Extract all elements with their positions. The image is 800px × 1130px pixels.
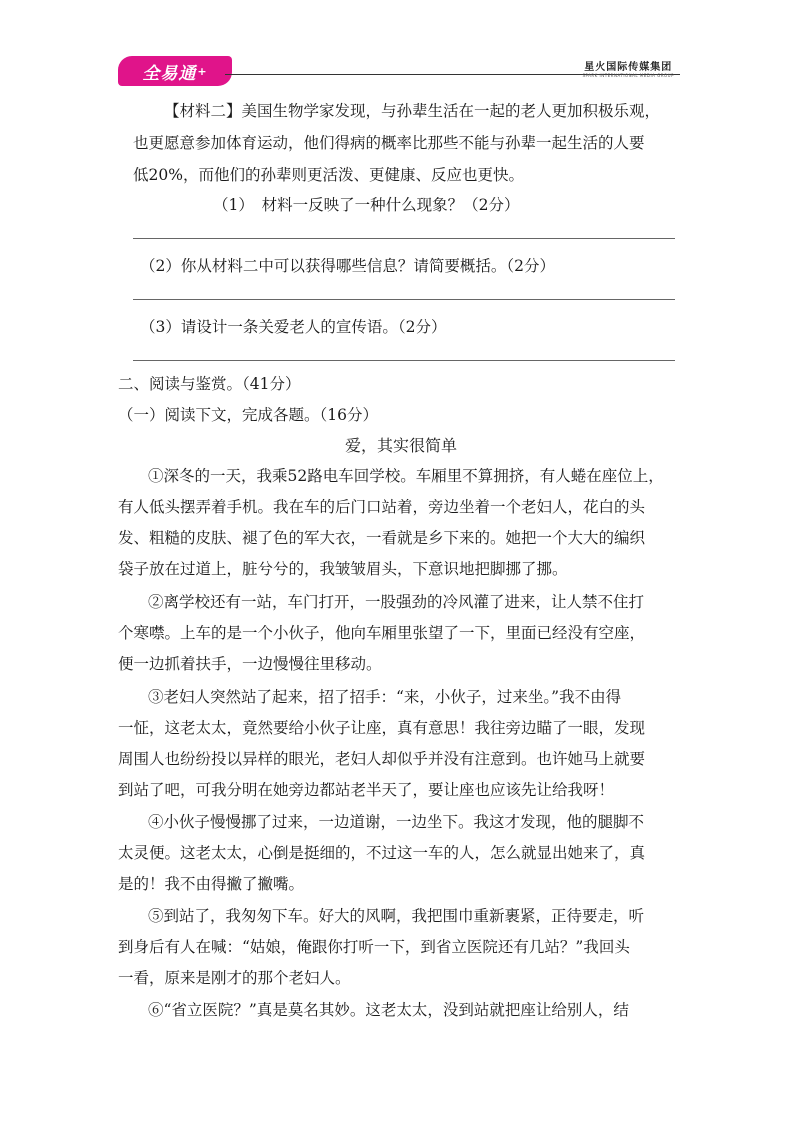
passage-line: ⑥“省立医院？”真是莫名其妙。这老太太，没到站就把座让给别人，结 (148, 1001, 629, 1019)
passage-line: ⑤到站了，我匆匆下车。好大的风啊，我把围巾重新裹紧，正待要走，听 (148, 907, 645, 925)
question-3: （3）请设计一条关爱老人的宣传语。（2分） (140, 318, 447, 336)
subsection-heading: （一）阅读下文，完成各题。（16分） (118, 406, 378, 424)
question-2: （2）你从材料二中可以获得哪些信息？请简要概括。（2分） (140, 257, 555, 275)
brand-name-en: SPARK INTERNATIONAL MEDIA GROUP (582, 73, 674, 78)
material2-line: 【材料二】美国生物学家发现，与孙辈生活在一起的老人更加积极乐观， (164, 102, 661, 120)
logo-text: 全易通 (142, 63, 197, 84)
passage-line: 周围人也纷纷投以异样的眼光，老妇人却似乎并没有注意到。也许她马上就要 (118, 750, 646, 768)
material2-line: 也更愿意参加体育运动，他们得病的概率比那些不能与孙辈一起生活的人要 (133, 134, 645, 152)
passage-line: 太灵便。这老太太，心倒是挺细的，不过这一车的人，怎么就显出她来了，真 (118, 844, 646, 862)
answer-line-1[interactable] (133, 238, 675, 239)
section-heading: 二、阅读与鉴赏。（41分） (118, 375, 301, 393)
passage-line: 发、粗糙的皮肤、褪了色的军大衣，一看就是乡下来的。她把一个大大的编织 (118, 529, 646, 547)
passage-line: 袋子放在过道上，脏兮兮的，我皱皱眉头，下意识地把脚挪了挪。 (118, 560, 568, 578)
logo-plus: + (197, 64, 208, 78)
passage-line: 到站了吧，可我分明在她旁边都站老半天了，要让座也应该先让给我呀！ (118, 781, 615, 799)
answer-line-2[interactable] (133, 299, 675, 300)
answer-line-3[interactable] (133, 360, 675, 361)
passage-line: 到身后有人在喊：“姑娘，俺跟你打听一下，到省立医院还有几站？”我回头 (118, 938, 630, 956)
passage-line: 一看，原来是刚才的那个老妇人。 (118, 969, 351, 987)
brand-name-cn: 星火国际传媒集团 (584, 62, 673, 73)
passage-line: 个寒噤。上车的是一个小伙子，他向车厢里张望了一下，里面已经没有空座， (118, 624, 646, 642)
passage-line: 便一边抓着扶手，一边慢慢往里移动。 (118, 655, 382, 673)
passage-title: 爱，其实很简单 (345, 436, 458, 455)
passage-line: ④小伙子慢慢挪了过来，一边道谢，一边坐下。我这才发现，他的腿脚不 (148, 813, 645, 831)
material2-line: 低20%，而他们的孙辈则更活泼、更健康、反应也更快。 (133, 166, 524, 184)
passage-line: 一怔，这老太太，竟然要给小伙子让座，真有意思！我往旁边瞄了一眼，发现 (118, 719, 646, 737)
passage-line: ②离学校还有一站，车门打开，一股强劲的冷风灌了进来，让人禁不住打 (148, 593, 645, 611)
passage-line: 是的！我不由得撇了撇嘴。 (118, 875, 305, 893)
passage-line: 有人低头摆弄着手机。我在车的后门口站着，旁边坐着一个老妇人，花白的头 (118, 498, 646, 516)
passage-line: ①深冬的一天，我乘52路电车回学校。车厢里不算拥挤，有人蜷在座位上， (148, 467, 664, 485)
passage-line: ③老妇人突然站了起来，招了招手：“来，小伙子，过来坐。”我不由得 (148, 688, 622, 706)
question-1: （1） 材料一反映了一种什么现象？（2分） (213, 196, 520, 214)
